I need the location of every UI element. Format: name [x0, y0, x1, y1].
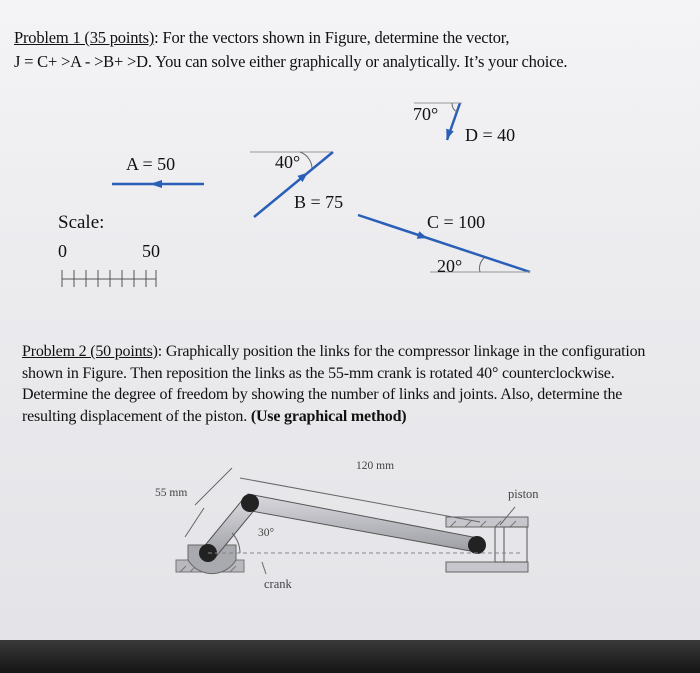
problem2-line1-text: : Graphically position the links for the compressor linkage in the configuration — [157, 343, 646, 360]
scale-label: Scale: — [58, 212, 105, 233]
vector-c-label: C = 100 — [427, 212, 486, 232]
crank-label: crank — [264, 577, 292, 591]
problem2-line4-text: resulting displacement of the piston. — [22, 408, 251, 425]
page-edge-shadow — [0, 640, 700, 673]
coupler-link — [246, 494, 478, 552]
problem2-method: (Use graphical method) — [250, 408, 407, 425]
problem2-title: Problem 2 (50 points) — [22, 343, 158, 360]
crank-pointer — [262, 562, 266, 574]
vector-d-label: D = 40 — [465, 125, 516, 145]
dimension-120mm: 120 mm — [356, 460, 395, 472]
crank-coupler-joint — [241, 494, 259, 512]
dim-55-line — [195, 468, 232, 505]
problem2-line3: Determine the degree of freedom by showing the number of links and joints. Also, determine the — [22, 386, 623, 403]
piston-joint — [468, 536, 486, 554]
vector-b-angle: 40° — [275, 152, 301, 172]
piston-label: piston — [508, 487, 539, 501]
angle-30-label: 30° — [258, 527, 275, 539]
scale-zero: 0 — [58, 241, 67, 261]
vector-d-angle: 70° — [413, 104, 439, 124]
dimension-55mm: 55 mm — [155, 487, 188, 499]
scale-fifty: 50 — [142, 241, 160, 261]
problem2-line2: shown in Figure. Then reposition the links as the 55-mm crank is rotated 40° counterclockwise. — [22, 365, 615, 382]
vector-a-label: A = 50 — [126, 154, 176, 174]
problem1-line2: J = C+ >A - >B+ >D. You can solve either graphically or analytically. It’s your choice. — [14, 52, 568, 71]
problem1-line1-text: : For the vectors shown in Figure, determine the vector, — [154, 28, 510, 47]
vector-c-angle: 20° — [437, 256, 463, 276]
problem1-title: Problem 1 (35 points) — [14, 28, 155, 47]
vector-b-label: B = 75 — [294, 192, 344, 212]
